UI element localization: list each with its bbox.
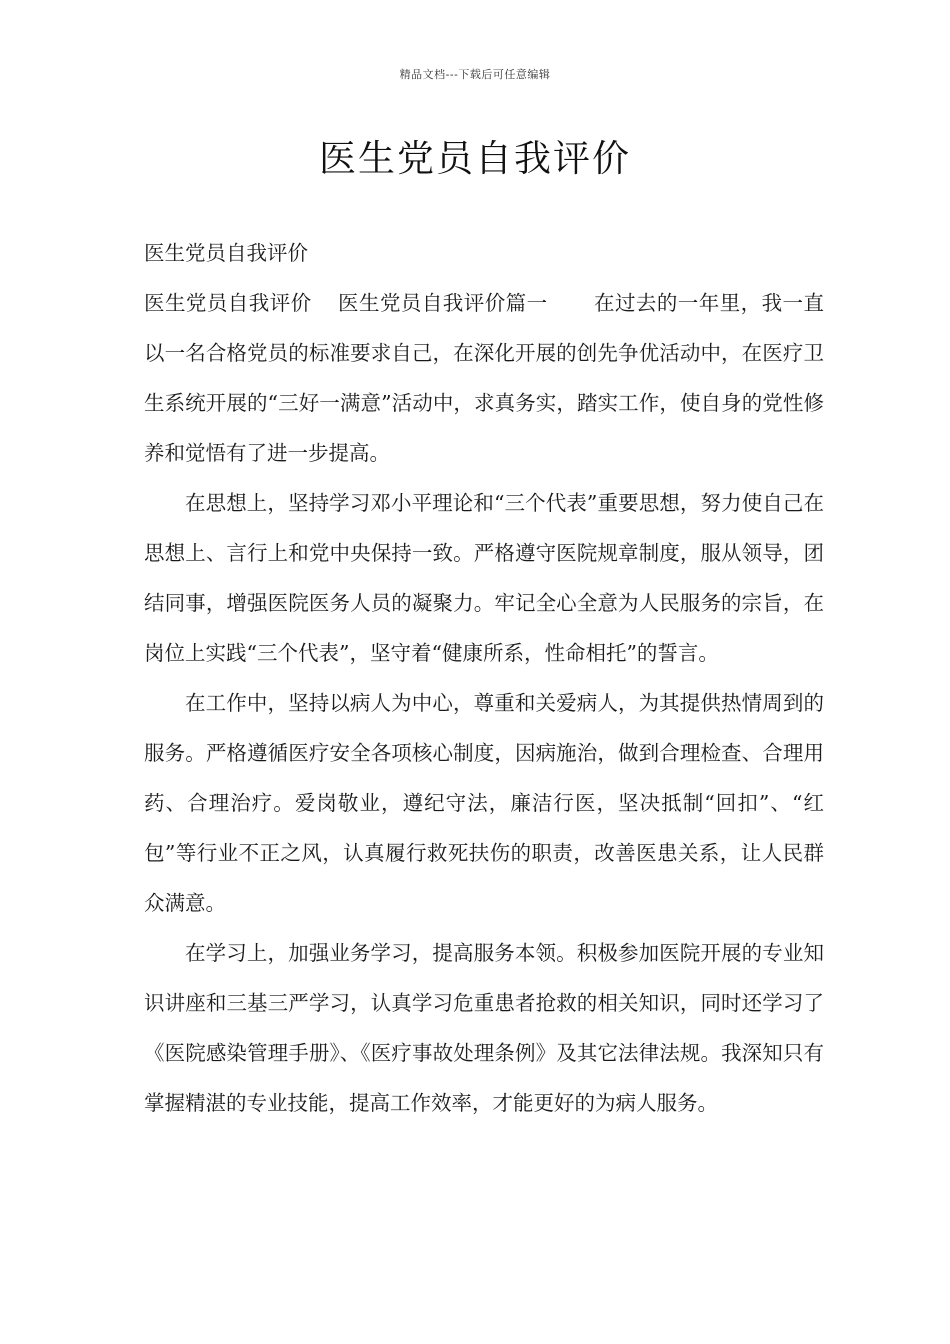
paragraph-study: 在学习上，加强业务学习，提高服务本领。积极参加医院开展的专业知识讲座和三基三严学习，认真学习危重患者抢救的相关知识，同时还学习了《医院感染管理手册》、《医疗事故处理条例》及其它法律法规。我深知只有掌握精湛的专业技能，提高工作效率，才能更好的为病人服务。 [144,941,824,1115]
intro-part-3: 在过去的一年里，我一直以一名合格党员的标准要求自己，在深化开展的创先争优活动中，在医疗卫生系统开展的“三好一满意”活动中，求真务实，踏实工作，使自身的党性修养和觉悟有了进一步提高。 [144,291,825,465]
paragraph-thought: 在思想上，坚持学习邓小平理论和“三个代表”重要思想，努力使自己在思想上、言行上和党中央保持一致。严格遵守医院规章制度，服从领导，团结同事，增强医院医务人员的凝聚力。牢记全心全意为人民服务的宗旨，在岗位上实践“三个代表”，坚守着“健康所系，性命相托”的誓言。 [144,491,824,665]
intro-paragraph [144,278,824,478]
intro-part-2: 医生党员自我评价篇一 [337,291,548,315]
paragraph-work: 在工作中，坚持以病人为中心，尊重和关爱病人，为其提供热情周到的服务。严格遵循医疗安全各项核心制度，因病施治，做到合理检查、合理用药、合理治疗。爱岗敬业，遵纪守法，廉洁行医，坚决抵制“回扣”、“红包”等行业不正之风，认真履行救死扶伤的职责，改善医患关系，让人民群众满意。 [144,691,824,915]
intro-part-1: 医生党员自我评价 [144,291,312,315]
document-subtitle: 医生党员自我评价 [144,241,308,265]
document-body [144,228,824,1128]
page-title: 医生党员自我评价 [319,137,631,180]
header-note: 精品文档---下载后可任意编辑 [399,68,551,81]
